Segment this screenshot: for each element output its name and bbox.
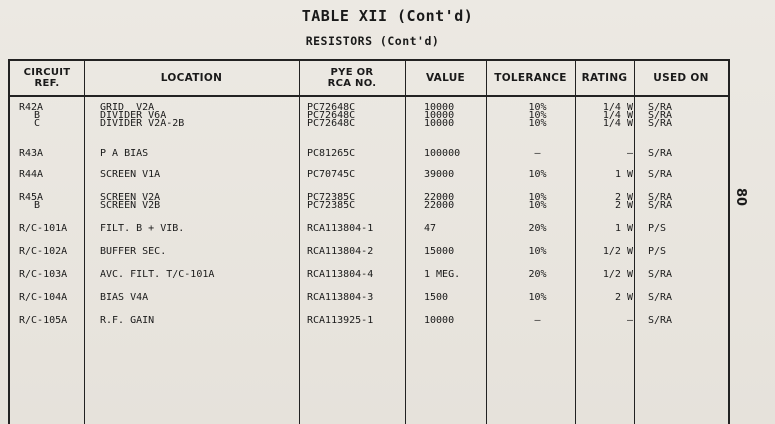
header-circuit-ref-line2: REF.	[34, 78, 60, 89]
cell-circuit-ref: R/C-105A	[19, 315, 68, 326]
cell-used-on: S/RA	[648, 315, 673, 326]
header-tolerance: TOLERANCE	[494, 71, 567, 84]
cell-rating: 1/4 W	[602, 110, 633, 121]
cell-used-on: S/RA	[648, 118, 673, 129]
cell-used-on: S/RA	[648, 148, 673, 159]
cell-part-number: RCA113925-1	[307, 315, 374, 326]
cell-tolerance: 10%	[528, 118, 547, 129]
table-row	[10, 170, 728, 179]
cell-value: 47	[424, 223, 437, 234]
cell-circuit-ref: R42A	[19, 102, 44, 113]
cell-used-on: S/RA	[648, 110, 673, 121]
cell-circuit-ref: R/C-102A	[19, 246, 68, 257]
cell-location: R.F. GAIN	[100, 315, 155, 326]
header-rating: RATING	[581, 71, 628, 84]
cell-location: SCREEN V2A	[100, 192, 161, 203]
cell-rating: 1/4 W	[602, 118, 633, 129]
cell-tolerance: 10%	[528, 169, 547, 180]
cell-tolerance: 20%	[528, 269, 547, 280]
cell-rating: 1/2 W	[602, 269, 633, 280]
table-row	[10, 224, 728, 233]
page-number: 80	[733, 188, 748, 207]
cell-tolerance: 10%	[528, 292, 547, 303]
cell-value: 39000	[424, 169, 455, 180]
cell-location: SCREEN V1A	[100, 169, 161, 180]
cell-part-number: PC81265C	[307, 148, 356, 159]
cell-circuit-ref: R45A	[19, 192, 44, 203]
cell-location: GRID V2A	[100, 102, 155, 113]
cell-part-number: RCA113804-1	[307, 223, 374, 234]
cell-location: AVC. FILT. T/C-101A	[100, 269, 215, 280]
cell-location: BUFFER SEC.	[100, 246, 167, 257]
cell-used-on: S/RA	[648, 269, 673, 280]
cell-rating: 1 W	[614, 223, 633, 234]
cell-value: 10000	[424, 102, 455, 113]
header-used-on: USED ON	[653, 71, 709, 84]
cell-used-on: S/RA	[648, 102, 673, 113]
table-title: TABLE XII (Cont'd)	[301, 7, 474, 25]
cell-circuit-ref: R43A	[19, 148, 44, 159]
cell-tolerance: —	[534, 315, 541, 326]
cell-location: SCREEN V2B	[100, 200, 161, 211]
cell-part-number: RCA113804-2	[307, 246, 374, 257]
cell-location: P A BIAS	[100, 148, 149, 159]
cell-rating: 2 W	[614, 200, 633, 211]
cell-used-on: P/S	[648, 223, 667, 234]
table-row	[10, 270, 728, 279]
cell-circuit-ref: R44A	[19, 169, 44, 180]
cell-circuit-ref: C	[34, 118, 41, 129]
header-rule	[10, 95, 728, 97]
cell-circuit-ref: B	[34, 110, 41, 121]
cell-part-number: PC72648C	[307, 118, 356, 129]
cell-part-number: PC72648C	[307, 110, 356, 121]
cell-rating: 2 W	[614, 192, 633, 203]
table-row	[10, 293, 728, 302]
cell-location: FILT. B + VIB.	[100, 223, 185, 234]
cell-value: 1500	[424, 292, 449, 303]
cell-location: BIAS V4A	[100, 292, 149, 303]
cell-value: 100000	[424, 148, 461, 159]
cell-value: 10000	[424, 118, 455, 129]
cell-tolerance: 10%	[528, 192, 547, 203]
cell-value: 15000	[424, 246, 455, 257]
cell-used-on: S/RA	[648, 292, 673, 303]
cell-circuit-ref: R/C-103A	[19, 269, 68, 280]
cell-part-number: RCA113804-3	[307, 292, 374, 303]
cell-tolerance: 10%	[528, 246, 547, 257]
cell-location: DIVIDER V2A-2B	[100, 118, 185, 129]
table-row	[10, 247, 728, 256]
header-location: LOCATION	[160, 71, 223, 84]
table-row	[10, 149, 728, 158]
header-pye-rca-line2: RCA NO.	[327, 78, 377, 89]
header-pye-rca-line1: PYE OR	[330, 67, 374, 78]
cell-circuit-ref: R/C-104A	[19, 292, 68, 303]
cell-circuit-ref: R/C-101A	[19, 223, 68, 234]
cell-tolerance: 20%	[528, 223, 547, 234]
resistor-table	[8, 59, 730, 424]
cell-value: 1 MEG.	[424, 269, 461, 280]
cell-part-number: PC72648C	[307, 102, 356, 113]
cell-part-number: PC70745C	[307, 169, 356, 180]
cell-tolerance: 10%	[528, 110, 547, 121]
cell-rating: 1 W	[614, 169, 633, 180]
cell-rating: 2 W	[614, 292, 633, 303]
cell-rating: —	[626, 148, 633, 159]
table-row	[10, 316, 728, 325]
cell-value: 22000	[424, 200, 455, 211]
cell-used-on: P/S	[648, 246, 667, 257]
cell-used-on: S/RA	[648, 192, 673, 203]
cell-location: DIVIDER V6A	[100, 110, 167, 121]
cell-value: 10000	[424, 110, 455, 121]
header-value: VALUE	[425, 71, 466, 84]
cell-used-on: S/RA	[648, 169, 673, 180]
cell-part-number: RCA113804-4	[307, 269, 374, 280]
table-row	[10, 201, 728, 210]
cell-tolerance: 10%	[528, 200, 547, 211]
header-circuit-ref	[10, 61, 84, 95]
cell-part-number: PC72385C	[307, 200, 356, 211]
cell-part-number: PC72385C	[307, 192, 356, 203]
cell-rating: 1/4 W	[602, 102, 633, 113]
cell-value: 22000	[424, 192, 455, 203]
header-circuit-ref-line1: CIRCUIT	[23, 67, 71, 78]
cell-used-on: S/RA	[648, 200, 673, 211]
header-pye-rca	[299, 61, 405, 95]
table-row	[10, 119, 728, 128]
cell-circuit-ref: B	[34, 200, 41, 211]
cell-rating: —	[626, 315, 633, 326]
cell-rating: 1/2 W	[602, 246, 633, 257]
cell-tolerance: —	[534, 148, 541, 159]
table-subtitle: RESISTORS (Cont'd)	[305, 34, 440, 48]
cell-value: 10000	[424, 315, 455, 326]
cell-tolerance: 10%	[528, 102, 547, 113]
